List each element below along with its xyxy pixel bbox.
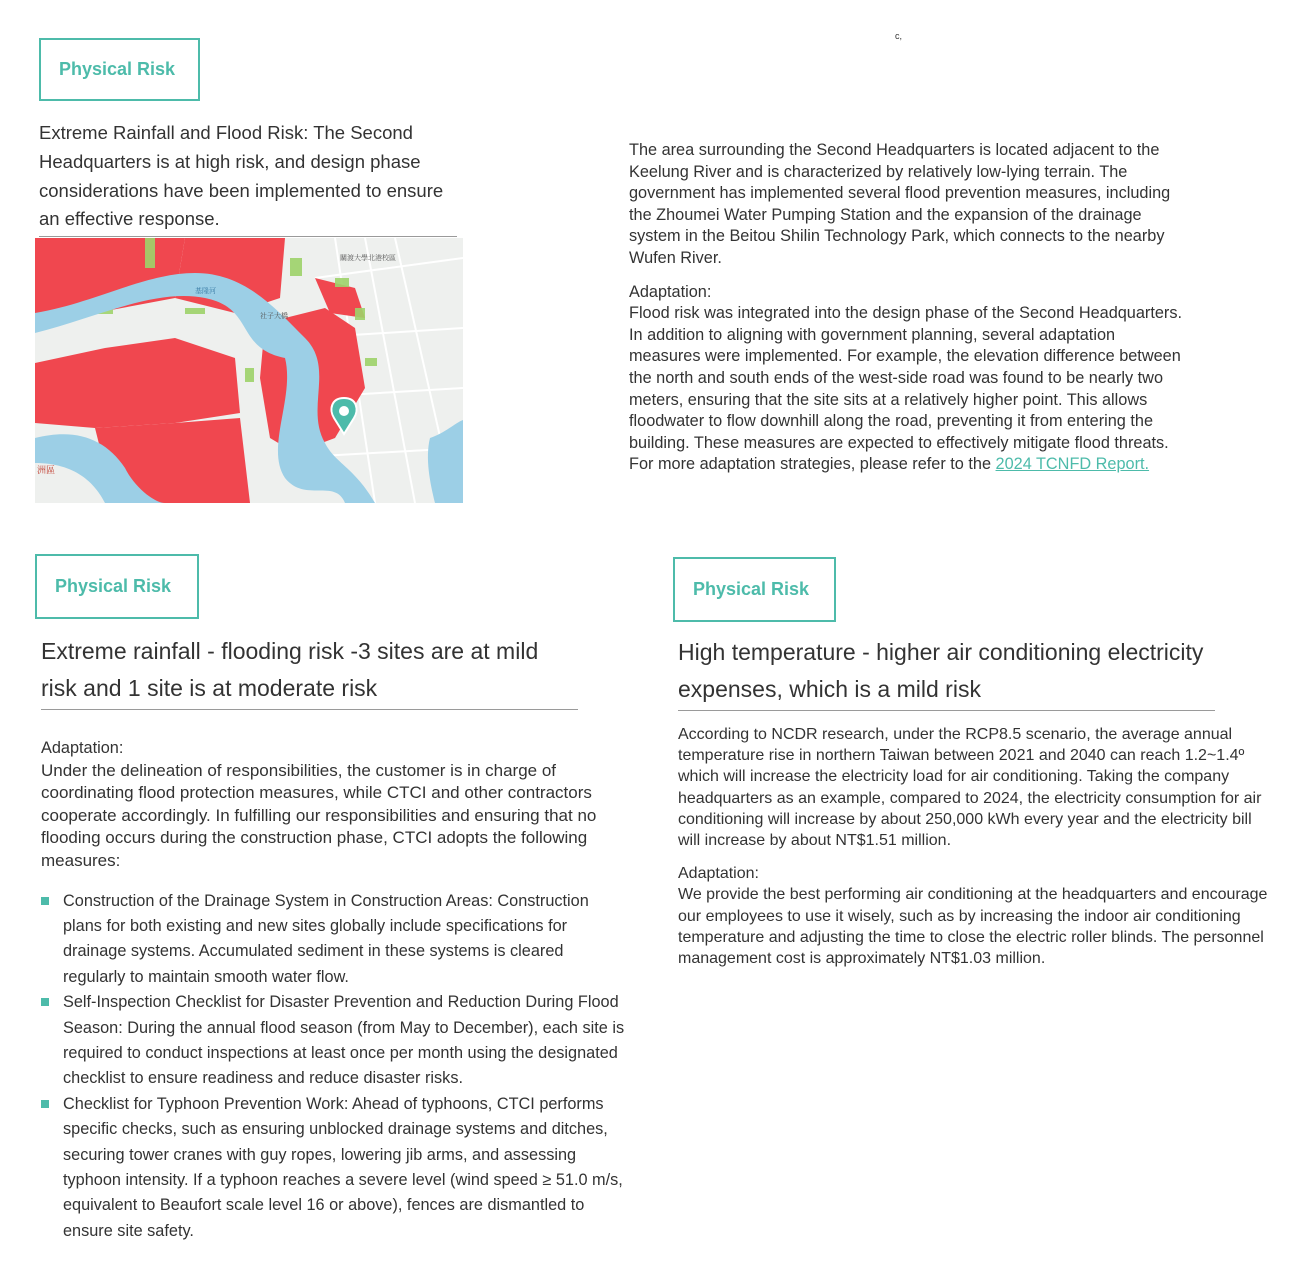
physical-risk-tag: Physical Risk xyxy=(39,38,200,101)
list-item-text: Checklist for Typhoon Prevention Work: Ahead of typhoons, CTCI performs specific checks, such as ensuring unblocked drainage systems and ditches, securing tower cranes with guy ropes, lowering jib arms, and assessing typhoon intensity. If a typhoon reaches a severe level (wind speed ≥ 51.0 m/s, equivalent to Beaufort scale level 16 or above), fences are dismantled to ensure site safety. xyxy=(63,1094,623,1240)
list-item xyxy=(41,990,629,1092)
physical-risk-tag: Physical Risk xyxy=(35,554,199,619)
bullet-square-icon xyxy=(41,1100,49,1108)
section-heading: Extreme rainfall - flooding risk -3 sites are at mild risk and 1 site is at moderate risk xyxy=(41,633,578,710)
adaptation-label: Adaptation: xyxy=(41,739,124,757)
adaptation-text: Flood risk was integrated into the design phase of the Second Headquarters. In addition to aligning with government planning, several adaptation measures were implemented. For example, the elevation difference between the north and south ends of the west-side road was found to be nearly two meters, ensuring that the site sits at a relatively higher point. This allows floodwater to flow downhill along the road, preventing it from entering the building. These measures are expected to effectively mitigate flood threats. For more adaptation strategies, please refer to the xyxy=(629,304,1182,474)
adaptation-label: Adaptation: xyxy=(629,282,712,301)
adaptation-label: Adaptation: xyxy=(678,865,759,883)
list-item-text: Self-Inspection Checklist for Disaster Prevention and Reduction During Flood Season: During the annual flood season (from May to December), each site is required to conduct inspections at least once per month using the designated checklist to ensure readiness and reduce disaster risks. xyxy=(63,993,625,1088)
section3-body xyxy=(678,724,1268,969)
list-item xyxy=(41,889,629,991)
bullet-square-icon xyxy=(41,897,49,905)
tcnfd-report-link[interactable]: 2024 TCNFD Report. xyxy=(995,455,1150,474)
section1-intro: The area surrounding the Second Headquarters is located adjacent to the Keelung River and is characterized by relatively low-lying terrain. The government has implemented several flood prevention measures, including the Zhoumei Water Pumping Station and the expansion of the drainage system in the Beitou Shilin Technology Park, which connects to the nearby Wufen River. xyxy=(629,141,1171,267)
section1-adaptation xyxy=(629,303,1187,476)
map-label: 社子大橋 xyxy=(260,312,288,320)
map-label: 基隆河 xyxy=(195,287,216,295)
map-label: 關渡大學北港校區 xyxy=(340,254,396,262)
map-label: 洲區 xyxy=(37,466,56,476)
section3-adaptation: We provide the best performing air conditioning at the headquarters and encourage our employees to use it wisely, such as by increasing the indoor air conditioning temperature and adjusting the time to close the electric roller blinds. The personnel management cost is approximately NT$1.03 million. xyxy=(678,886,1268,968)
section1-body xyxy=(629,140,1187,476)
list-item xyxy=(41,1092,629,1244)
section3-intro: According to NCDR research, under the RCP8.5 scenario, the average annual temperature rise in northern Taiwan between 2021 and 2040 can reach 1.2~1.4º which will increase the electricity load for air conditioning. Taking the company headquarters as an example, compared to 2024, the electricity consumption for air conditioning will increase by about 250,000 kWh every year and the electricity bill will increase by about NT$1.51 million. xyxy=(678,726,1262,850)
section2-body xyxy=(41,738,629,1244)
list-item-text: Construction of the Drainage System in Construction Areas: Construction plans for both existing and new sites globally include specifications for drainage systems. Accumulated sediment in these systems is cleared regularly to maintain smooth water flow. xyxy=(63,891,589,986)
bullet-square-icon xyxy=(41,998,49,1006)
physical-risk-tag: Physical Risk xyxy=(673,557,836,622)
section-heading: High temperature - higher air conditioning electricity expenses, which is a mild risk xyxy=(678,634,1215,711)
section2-adaptation: Under the delineation of responsibilities, the customer is in charge of coordinating flood protection measures, while CTCI and other contractors cooperate accordingly. In fulfilling our responsibilities and ensuring that no flooding occurs during the construction phase, CTCI adopts the following measures: xyxy=(41,760,597,870)
measures-list xyxy=(41,889,629,1245)
flood-risk-map xyxy=(35,238,463,503)
corner-mark: c, xyxy=(895,31,903,41)
section-heading: Extreme Rainfall and Flood Risk: The Second Headquarters is at high risk, and design phase considerations have been implemented to ensure an effective response. xyxy=(39,119,457,237)
